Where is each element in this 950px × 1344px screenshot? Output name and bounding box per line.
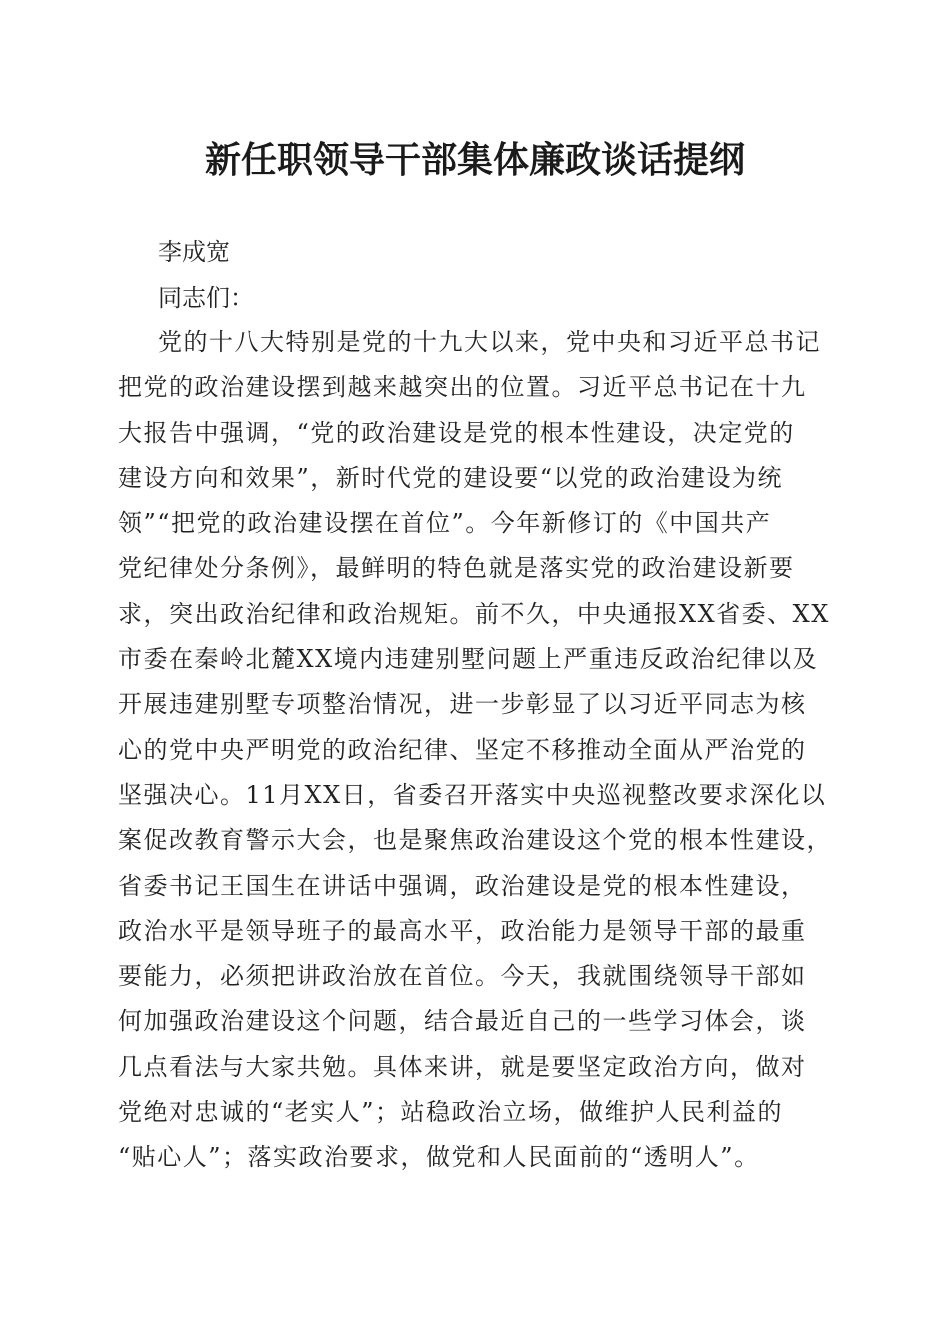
body-line: 坚强决心。11月XX日，省委召开落实中央巡视整改要求深化以 — [118, 780, 827, 809]
salutation: 同志们： — [158, 284, 254, 312]
body-line: 案促改教育警示大会，也是聚焦政治建设这个党的根本性建设， — [118, 826, 832, 855]
body-line: 求，突出政治纪律和政治规矩。前不久，中央通报XX省委、XX — [118, 599, 830, 628]
body-line: 大报告中强调，“党的政治建设是党的根本性建设，决定党的 — [118, 418, 795, 447]
body-line: 政治水平是领导班子的最高水平，政治能力是领导干部的最重 — [118, 916, 807, 945]
body-line: 党的十八大特别是党的十九大以来，党中央和习近平总书记 — [158, 328, 821, 356]
body-line: 市委在秦岭北麓XX境内违建别墅问题上严重违反政治纪律以及 — [118, 645, 819, 674]
body-line: 何加强政治建设这个问题，结合最近自己的一些学习体会，谈 — [118, 1007, 807, 1036]
body-line: “贴心人”；落实政治要求，做党和人民面前的“透明人”。 — [118, 1143, 760, 1172]
document-title: 新任职领导干部集体廉政谈话提纲 — [204, 139, 745, 181]
body-line: 几点看法与大家共勉。具体来讲，就是要坚定政治方向，做对 — [118, 1052, 807, 1081]
body-line: 开展违建别墅专项整治情况，进一步彰显了以习近平同志为核 — [118, 690, 807, 719]
body-line: 把党的政治建设摆到越来越突出的位置。习近平总书记在十九 — [118, 373, 807, 402]
body-line: 心的党中央严明党的政治纪律、坚定不移推动全面从严治党的 — [118, 735, 807, 764]
body-line: 建设方向和效果”，新时代党的建设要“以党的政治建设为统 — [118, 463, 784, 492]
body-line: 党纪律处分条例》，最鲜明的特色就是落实党的政治建设新要 — [118, 554, 795, 583]
body-line: 省委书记王国生在讲话中强调，政治建设是党的根本性建设， — [118, 871, 807, 900]
author-name: 李成宽 — [158, 238, 230, 266]
body-line: 党绝对忠诚的“老实人”；站稳政治立场，做维护人民利益的 — [118, 1098, 784, 1127]
body-line: 要能力，必须把讲政治放在首位。今天，我就围绕领导干部如 — [118, 962, 807, 991]
body-paragraph — [118, 320, 838, 1181]
body-line: 领”“把党的政治建设摆在首位”。今年新修订的《中国共产 — [118, 509, 772, 538]
